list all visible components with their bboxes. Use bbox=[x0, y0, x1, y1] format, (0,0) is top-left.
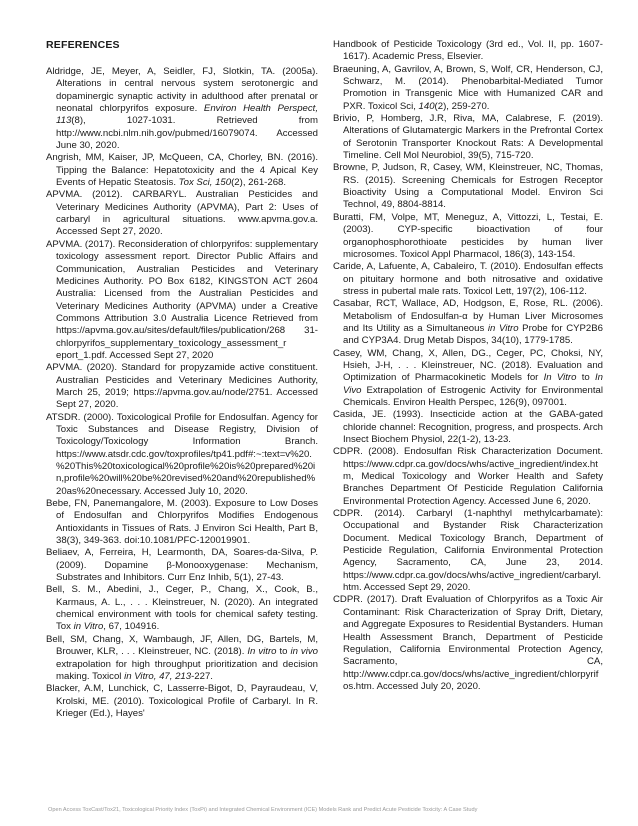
reference-text: Probe for CYP2B6 and CYP3A4. Drug Metab Dispos, 34(10), 1779-1785. bbox=[343, 322, 603, 347]
reference-entry bbox=[333, 212, 603, 261]
reference-text: -227. bbox=[191, 670, 213, 682]
reference-italic-text: in Vitro, 47, 213 bbox=[124, 670, 192, 682]
reference-text: Buratti, FM, Volpe, MT, Meneguz, A, Vittozzi, L, Testai, E. (2003). CYP-specific bioactivation of four organophosphorothioate pesticides by human liver microsomes. Toxicol Appl Pharmacol, 186(3), 143-154. bbox=[333, 211, 603, 260]
reference-text: APVMA. (2020). Standard for propyzamide active constituent. Australian Pesticides and Veterinary Medicines Authority, March 25, 2019; https://apvma.gov.au/node/2751. Accessed Sept 27, 2020. bbox=[46, 362, 318, 411]
reference-italic-text: in Vitro bbox=[73, 621, 104, 633]
reference-entry bbox=[46, 66, 318, 152]
page-footer: Open Access ToxCast/Tox21, Toxicological Priority Index (ToxPi) and Integrated Chemical Environment (ICE) Models Rank and Predict Acute Pesticide Toxicity: A Case Study bbox=[48, 807, 478, 813]
references-right-column bbox=[333, 39, 603, 693]
reference-text: Angrish, MM, Kaiser, JP, McQueen, CA, Chorley, BN. (2016). Tipping the Balance: Hepatotoxicity and the 4 Apical Key Events of Hepatic Steatosis. bbox=[46, 152, 318, 189]
reference-italic-text: Tox Sci, 150 bbox=[178, 177, 232, 189]
reference-italic-text: In Vitro bbox=[543, 372, 577, 384]
reference-entry bbox=[46, 239, 318, 362]
reference-entry bbox=[333, 261, 603, 298]
reference-entry bbox=[333, 162, 603, 211]
reference-entry bbox=[46, 498, 318, 547]
reference-entry bbox=[46, 634, 318, 683]
reference-entry bbox=[333, 348, 603, 410]
reference-text: Aldridge, JE, Meyer, A, Seidler, FJ, Slotkin, TA. (2005a). Alterations in central nervous system serotonergic and dopaminergic synaptic activity in adulthood after prenatal or neonatal chlorpyrifos exposure. bbox=[46, 66, 318, 115]
reference-italic-text: 140 bbox=[418, 100, 435, 112]
reference-text: Brivio, P, Homberg, J.R, Riva, MA, Calabrese, F. (2019). Alterations of Glutamatergic Markers in the Prefrontal Cortex of Serotonin Transporter Knockout Rats: A Developmental Timeline. Cell Mol Neurobiol, 39(5), 715-720. bbox=[333, 113, 603, 162]
reference-text: (2), 261-268. bbox=[231, 177, 287, 189]
reference-text: CDPR. (2017). Draft Evaluation of Chlorpyrifos as a Toxic Air Contaminant: Risk Characterization of Spray Drift, Dietary, and Aggregate Exposures to Residential Bystanders. Human Health Assessment Branch, Department of Pesticide Regulation, California Environmental Protection Agency, Sacramento, CA, http://www.cdpr.ca.gov/docs/whs/active_ingredient/chlorpyrifos.htm. Accessed July 20, 2020. bbox=[333, 594, 603, 692]
reference-entry bbox=[333, 39, 603, 64]
reference-text: Bell, SM, Chang, X, Wambaugh, JF, Allen, DG, Bartels, M, Brouwer, KLR, . . . Kleinstreuer, NC. (2018). bbox=[46, 633, 318, 658]
reference-entry bbox=[46, 547, 318, 584]
reference-italic-text: in Vitro bbox=[487, 322, 519, 334]
reference-text: Braeuning, A, Gavrilov, A, Brown, S, Wolf, CR, Henderson, CJ, Schwarz, M. (2014). Phenobarbital-Mediated Tumor Promotion in Transgenic Mice with Humanized CAR and PXR. Toxicol Sci, bbox=[333, 63, 603, 112]
reference-text: ATSDR. (2000). Toxicological Profile for Endosulfan. Agency for Toxic Substances and Disease Registry, Division of Toxicology/Toxicology Information Branch. https://www.atsdr.cdc.gov/toxprofiles/tp41.pdf#:~:text=v%20.%20This%20toxicological%20profile%20is%20prepared%20in,profile%20will%20be%20revised%20and%20republished%20as%20necessary. Accessed July 10, 2020. bbox=[46, 411, 318, 497]
reference-text: to bbox=[276, 646, 291, 658]
reference-entry bbox=[333, 446, 603, 508]
reference-entry bbox=[46, 362, 318, 411]
reference-text: (2), 259-270. bbox=[434, 100, 490, 112]
reference-italic-text: Environ Health Perspect, 113 bbox=[56, 103, 318, 127]
reference-entry bbox=[46, 412, 318, 498]
reference-entry bbox=[333, 409, 603, 446]
reference-entry bbox=[46, 683, 318, 720]
reference-text: , 67, 104916. bbox=[103, 621, 160, 633]
reference-text: extrapolation for high throughput prioritization and decision making. Toxicol bbox=[56, 658, 318, 682]
reference-text: Browne, P, Judson, R, Casey, WM, Kleinstreuer, NC, Thomas, RS. (2015). Screening Chemicals for Estrogen Receptor Bioactivity Using a Computational Model. Environ Sci Technol, 49, 8804-8814. bbox=[333, 162, 603, 211]
reference-text: Handbook of Pesticide Toxicology (3rd ed., Vol. II, pp. 1607-1617). Academic Press, Elsevier. bbox=[333, 39, 603, 63]
reference-text: Beliaev, A, Ferreira, H, Learmonth, DA, Soares-da-Silva, P. (2009). Dopamine β-Monooxygenase: Mechanism, Substrates and Inhibitors. Curr Enz Inhib, 5(1), 27-43. bbox=[46, 547, 318, 584]
reference-text: Caride, A, Lafuente, A, Cabaleiro, T. (2010). Endosulfan effects on pituitary hormone and both nitrosative and oxidative stress in pubertal male rats. Toxicol Lett, 197(2), 106-112. bbox=[333, 261, 603, 297]
reference-text: CDPR. (2008). Endosulfan Risk Characterization Document. https://www.cdpr.ca.gov/docs/whs/active_ingredient/index.htm, Medical Toxicology and Worker Health and Safety Branches Department Of Pesticide Regulation California Environmental Protection Agency. Accessed June 6, 2020. bbox=[333, 446, 603, 507]
reference-list-right bbox=[333, 39, 603, 693]
reference-entry bbox=[46, 152, 318, 189]
reference-entry bbox=[46, 584, 318, 633]
references-left-column bbox=[46, 39, 318, 720]
reference-text: APVMA. (2017). Reconsideration of chlorpyrifos: supplementary toxicology assessment report. Director Public Affairs and Communication, Australian Pesticides and Veterinary Medicines Authority. PO Box 6182, KINGSTON ACT 2604 Australia: Licensed from the Australian Pesticides and Veterinary Medicines Authority (APVMA) under a Creative Commons Attribution 3.0 Australia Licence Retrieved from https://apvma.gov.au/sites/default/files/publication/268 31-chlorpyrifos_supplementary_toxicology_assessment_r eport_1.pdf. Accessed Sept 27, 2020 bbox=[46, 238, 318, 361]
reference-italic-text: in vivo bbox=[290, 646, 318, 658]
reference-text: Bell, S. M., Abedini, J., Ceger, P., Chang, X., Cook, B., Karmaus, A. L., . . . Kleinstreuer, N. (2020). An integrated chemical environment with tools for chemical safety testing. Tox bbox=[46, 584, 318, 633]
reference-entry bbox=[333, 113, 603, 162]
reference-text: Bebe, FN, Panemangalore, M. (2003). Exposure to Low Doses of Endosulfan and Chlorpyrifos Modifies Endogenous Antioxidants in Tissues of Rats. J Environ Sci Health, Part B, 38(3), 349-363. doi:10.1081/PFC-120019901. bbox=[46, 498, 318, 547]
reference-text: Extrapolation of Estrogenic Activity for Environmental Chemicals. Environ Health Perspec, 126(9), 097001. bbox=[343, 384, 603, 408]
reference-text: (8), 1027-1031. Retrieved from http://www.ncbi.nlm.nih.gov/pubmed/16079074. Accessed June 30, 2020. bbox=[56, 115, 318, 152]
reference-entry bbox=[46, 189, 318, 238]
reference-text: APVMA. (2012). CARBARYL. Australian Pesticides and Veterinary Medicines Authority (APVMA), Part 2: Uses of carbaryl in agricultural situations. www.apvma.gov.a. Accessed Sept 27, 2020. bbox=[46, 189, 318, 238]
reference-text: Casey, WM, Chang, X, Allen, DG., Ceger, PC, Choksi, NY, Hsieh, J-H, . . . Kleinstreuer, NC. (2018). Evaluation and Optimization of Pharmacokinetic Models for bbox=[333, 347, 603, 384]
reference-text: Casida, JE. (1993). Insecticide action at the GABA-gated chloride channel: Recognition, progress, and prospects. Arch Insect Biochem Physiol, 22(1-2), 13-23. bbox=[333, 409, 603, 445]
reference-text: Casabar, RCT, Wallace, AD, Hodgson, E, Rose, RL. (2006). Metabolism of Endosulfan-α by Human Liver Microsomes and Its Utility as a Simultaneous bbox=[333, 298, 603, 334]
reference-entry bbox=[333, 508, 603, 594]
reference-text: Blacker, A.M, Lunchick, C, Lasserre-Bigot, D, Payraudeau, V, Krolski, ME. (2010). Toxicological Profile of Carbaryl. In R. Krieger (Ed.), Hayes' bbox=[46, 683, 318, 719]
reference-italic-text: In vitro bbox=[247, 646, 277, 658]
reference-list-left bbox=[46, 66, 318, 720]
reference-entry bbox=[333, 64, 603, 113]
reference-text: CDPR. (2014). Carbaryl (1-naphthyl methylcarbamate): Occupational and Bystander Risk Characterization Document. Medical Toxicology Branch, Department of Pesticide Regulation, California Environmental Protection Agency, Sacramento, CA, June 23, 2014. https://www.cdpr.ca.gov/docs/whs/active_ingredient/carbaryl.htm. Accessed Sept 29, 2020. bbox=[333, 508, 603, 594]
reference-text: to bbox=[576, 372, 595, 384]
reference-entry bbox=[333, 594, 603, 693]
references-heading: REFERENCES bbox=[46, 39, 120, 51]
reference-entry bbox=[333, 298, 603, 347]
reference-italic-text: In Vivo bbox=[343, 372, 603, 396]
